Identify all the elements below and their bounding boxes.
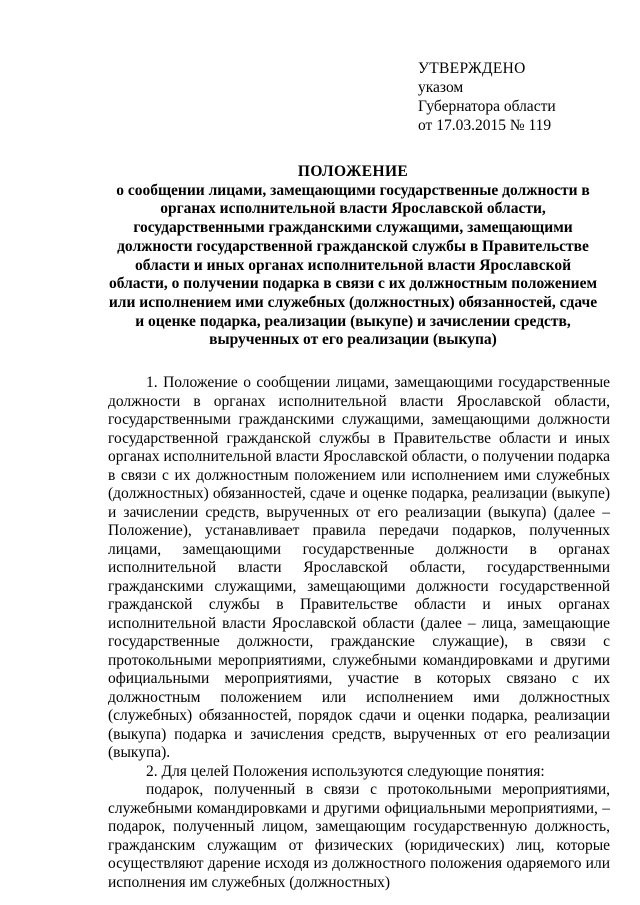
document-subtitle: о сообщении лицами, замещающими государственные должности в органах исполнительной власти Ярославской области, государственными гражданскими служащими, замещающими должности государственной гражданской службы в Правительстве области и иных органах исполнительной власти Ярославской области, о получении подарка в связи с их должностным положением или исполнением ими служебных (должностных) обязанностей, сдаче и оценке подарка, реализации (выкупе) и зачислении средств, вырученных от его реализации (выкупа) [108, 181, 598, 349]
paragraph-2: 2. Для целей Положения используются следующие понятия: [146, 762, 545, 780]
document-heading: ПОЛОЖЕНИЕ [297, 163, 409, 180]
paragraph-3: подарок, полученный в связи с протокольными мероприятиями, служебными командировками и другими официальными мероприятиями, – подарок, полученный лицом, замещающим государственную должность, гражданским служащим от физических (юридических) лиц, которые осуществляют дарение исходя из должностного положения одаряемого или исполнения им служебных (должностных) [108, 781, 610, 891]
approval-date-number: от 17.03.2015 № 119 [418, 117, 552, 134]
approval-decree-label: указом [418, 79, 464, 96]
document-title [108, 163, 598, 350]
approval-approved-label: УТВЕРЖДЕНО [418, 60, 526, 77]
document-body [108, 374, 610, 892]
approval-stamp [418, 59, 556, 135]
paragraph-1: 1. Положение о сообщении лицами, замещающими государственные должности в органах исполнительной власти Ярославской области, государственными гражданскими служащими, замещающими должности государственной гражданской службы в Правительстве области и иных органах исполнительной власти Ярославской области, о получении подарка в связи с их должностным положением или исполнением ими служебных (должностных) обязанностей, сдаче и оценке подарка, реализации (выкупе) и зачислении средств, вырученных от его реализации (выкупа) (далее – Положение), устанавливает правила передачи подарков, полученных лицами, замещающими государственные должности в органах исполнительной власти Ярославской области, государственными гражданскими служащими, замещающими должности государственной гражданской службы в Правительстве области и иных органах исполнительной власти Ярославской области (далее – лица, замещающие государственные должности, гражданские служащие), в связи с протокольными мероприятиями, служебными командировками и другими официальными мероприятиями, участие в которых связано с их должностным положением или исполнением ими должностных (служебных) обязанностей, порядок сдачи и оценки подарка, реализации (выкупа) подарка и зачисления средств, вырученных от его реализации (выкупа). [108, 374, 610, 761]
approval-governor-label: Губернатора области [418, 98, 556, 115]
